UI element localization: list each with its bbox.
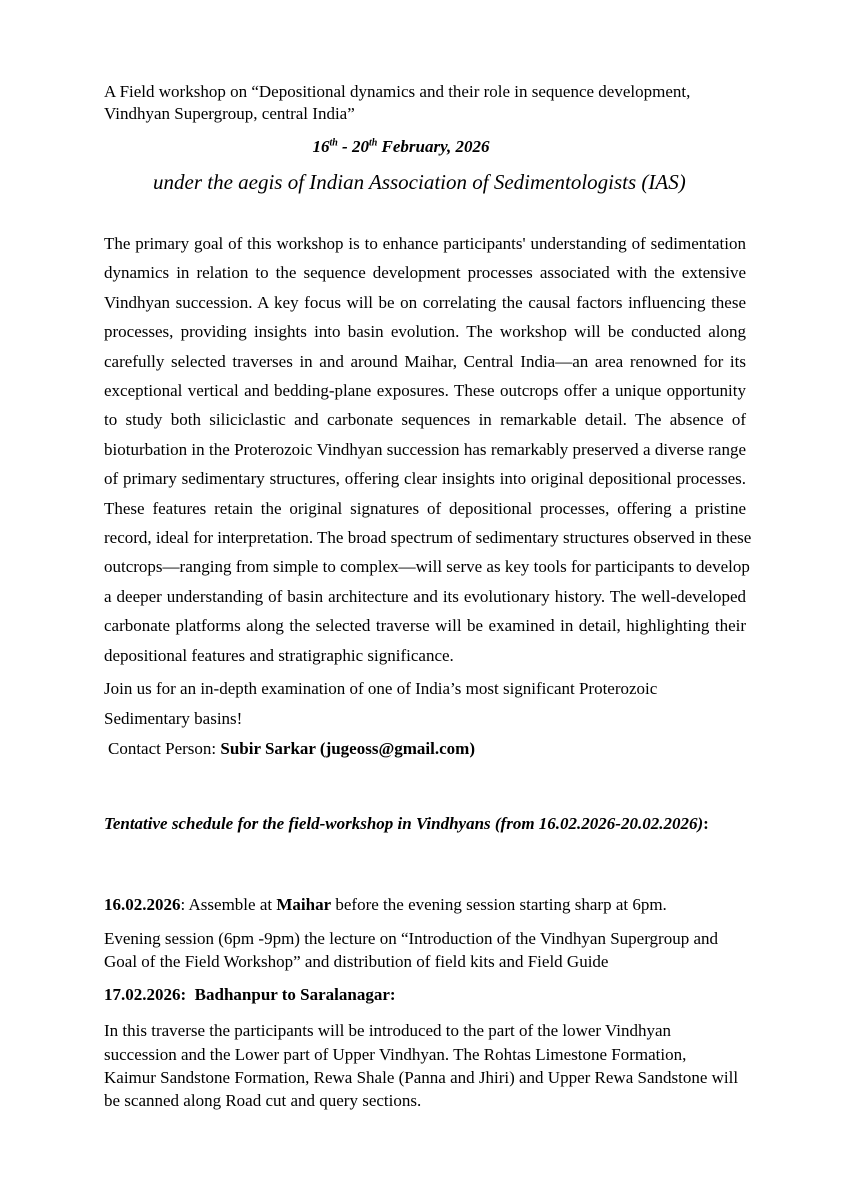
paragraph-line: Vindhyan succession. A key focus will be on correlating the causal factors influencing these [104, 292, 746, 312]
day-colon: : [389, 985, 396, 1005]
title-line: Vindhyan Supergroup, central India” [104, 104, 355, 123]
date-suffix: th [368, 137, 378, 149]
title-line: A Field workshop on “Depositional dynamics and their role in sequence development, [104, 82, 691, 101]
description-paragraph [104, 229, 752, 670]
paragraph-line: carbonate platforms along the selected traverse will be examined in detail, highlighting their [104, 616, 746, 636]
paragraph-line: processes, providing insights into basin evolution. The workshop will be conducted along [104, 322, 746, 342]
paragraph-line: bioturbation in the Proterozoic Vindhyan succession has remarkably preserved a diverse range [104, 439, 746, 459]
join-paragraph [104, 674, 746, 734]
paragraph-line: outcrops—ranging from simple to complex—will serve as key tools for participants to develop [104, 557, 750, 577]
schedule-heading-text: Tentative schedule for the field-workshop in Vindhyans (from 16.02.2026-20.02.2026) [104, 814, 704, 834]
schedule-day-2 [104, 984, 746, 1006]
day2-line: In this traverse the participants will be introduced to the part of the lower Vindhyan [104, 1021, 672, 1041]
evening-line: Goal of the Field Workshop” and distribution of field kits and Field Guide [104, 952, 609, 972]
paragraph-line: dynamics in relation to the sequence development processes associated with the extensive [104, 263, 746, 283]
day2-line: Kaimur Sandstone Formation, Rewa Shale (Panna and Jhiri) and Upper Rewa Sandstone will [104, 1067, 739, 1087]
paragraph-line: The primary goal of this workshop is to enhance participants' understanding of sedimentation [104, 234, 746, 253]
schedule-heading [104, 813, 746, 835]
join-line: Join us for an in-depth examination of one of India’s most significant Proterozoic [104, 679, 658, 699]
paragraph-line: a deeper understanding of basin architecture and its evolutionary history. The well-developed [104, 586, 746, 606]
evening-session [104, 927, 746, 973]
date-suffix: th [329, 137, 338, 149]
paragraph-line: These features retain the original signatures of depositional processes, offering a pristine [104, 498, 746, 518]
schedule-day-1 [104, 894, 746, 916]
day-place: Maihar [276, 895, 332, 915]
paragraph-line: record, ideal for interpretation. The broad spectrum of sedimentary structures observed in these [104, 528, 752, 548]
date-end: - 20 [337, 137, 369, 156]
contact-person: Subir Sarkar (jugeoss@gmail.com) [220, 739, 476, 759]
paragraph-line: carefully selected traverses in and around Maihar, Central India—an area renowned for its [104, 351, 746, 371]
day-date: 17.02.2026 [104, 985, 181, 1005]
day2-line: succession and the Lower part of Upper Vindhyan. The Rohtas Limestone Formation, [104, 1044, 687, 1064]
day-route: Badhanpur to Saralanagar [194, 985, 390, 1005]
paragraph-line: of primary sedimentary structures, offering clear insights into original depositional processes. [104, 469, 746, 489]
workshop-title [104, 81, 746, 125]
paragraph-line: depositional features and stratigraphic significance. [104, 645, 454, 665]
paragraph-line: to study both siliciclastic and carbonate sequences in remarkable detail. The absence of [104, 410, 746, 430]
workshop-dates [80, 136, 722, 158]
aegis-line: under the aegis of Indian Association of Sedimentologists (IAS) [153, 170, 686, 194]
schedule-heading-colon: : [703, 814, 709, 834]
join-line: Sedimentary basins! [104, 709, 243, 729]
date-start: 16 [312, 137, 330, 156]
day-2-description [104, 1019, 746, 1113]
date-month-year: February, 2026 [377, 137, 490, 156]
day-text: before the evening session starting sharp at 6pm. [331, 895, 667, 915]
contact-line [108, 738, 750, 760]
paragraph-line: exceptional vertical and bedding-plane exposures. These outcrops offer a unique opportunity [104, 381, 746, 401]
contact-label: Contact Person: [108, 739, 221, 759]
day-text: : Assemble at [180, 895, 277, 915]
day2-line: be scanned along Road cut and query sections. [104, 1091, 422, 1111]
evening-line: Evening session (6pm -9pm) the lecture on “Introduction of the Vindhyan Supergroup and [104, 929, 719, 949]
day-sep: : [180, 985, 195, 1005]
day-date: 16.02.2026 [104, 895, 181, 915]
